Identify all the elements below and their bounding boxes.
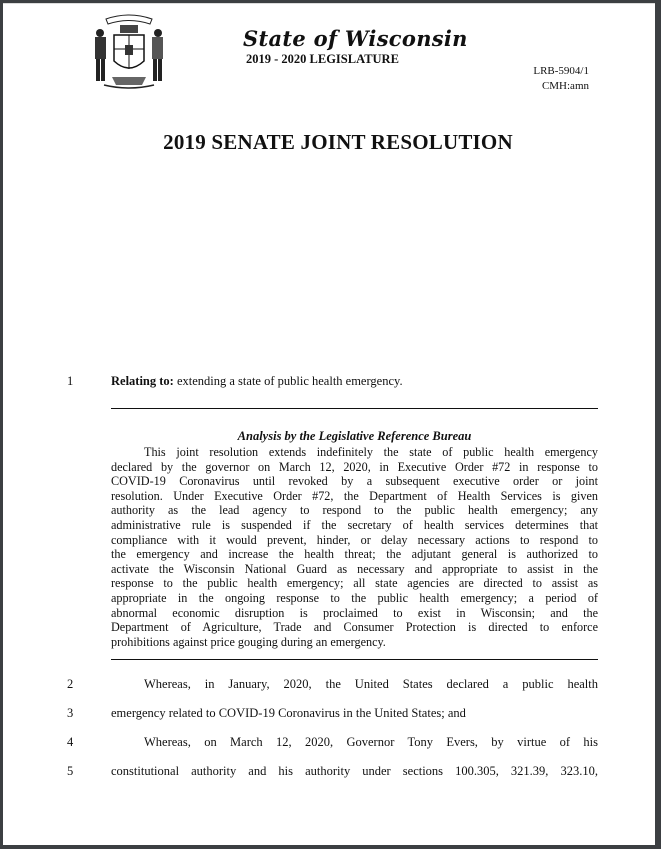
body-line: constitutional authority and his authority under sections 100.305, 321.39, 323.10, xyxy=(111,764,598,778)
analysis-line: the emergency and increase the health threat; the adjutant general is authorized to xyxy=(111,547,598,562)
document-page xyxy=(3,3,655,845)
analysis-line: prohibitions against price gouging during an emergency. xyxy=(111,634,386,649)
analysis-line: resolution. Under Executive Order #72, the Department of Health Services is given xyxy=(111,488,598,503)
analysis-line: activate the Wisconsin National Guard as necessary and appropriate to assist in the xyxy=(111,561,598,576)
line-number: 3 xyxy=(67,706,74,720)
analysis-line: administrative rule is suspended if the secretary of health services determines that xyxy=(111,517,598,532)
line-number: 5 xyxy=(67,764,74,778)
analysis-line: COVID-19 Coronavirus until revoked by a subsequent executive order or joint xyxy=(111,474,598,489)
analysis-line: Department of Agriculture, Trade and Consumer Protection is directed to enforce xyxy=(111,620,598,635)
divider-bottom xyxy=(111,659,598,660)
relating-label: Relating to: xyxy=(111,374,174,388)
analysis-line: compliance with it would prevent, hinder, or delay necessary actions to respond to xyxy=(111,532,598,547)
analysis-line: response to the public health emergency; all state agencies are directed to assist as xyxy=(111,576,598,591)
analysis-line: appropriate in the ongoing response to the public health emergency; a period of xyxy=(111,590,598,605)
line-number: 1 xyxy=(67,374,74,388)
line-number: 2 xyxy=(67,677,74,691)
analysis-line: abnormal economic disruption is proclaimed to exist in Wisconsin; and the xyxy=(111,605,598,620)
lrb-reference xyxy=(533,64,589,94)
analysis-line: authority as the lead agency to respond to the public health emergency; any xyxy=(111,503,598,518)
legislature-session: 2019 - 2020 LEGISLATURE xyxy=(246,52,399,66)
relating-clause xyxy=(111,374,598,389)
analysis-heading: Analysis by the Legislative Reference Bureau xyxy=(237,429,472,443)
body-line: emergency related to COVID-19 Coronavirus in the United States; and xyxy=(111,706,466,720)
analysis-line: declared by the governor on March 12, 2020, in Executive Order #72 in response to xyxy=(111,459,598,474)
drafter-initials: CMH:amn xyxy=(541,80,589,92)
state-title: State of Wisconsin xyxy=(243,26,468,51)
analysis-line: This joint resolution extends indefinitely the state of public health emergency xyxy=(144,445,598,459)
body-line: Whereas, in January, 2020, the United States declared a public health xyxy=(144,677,598,691)
analysis-text xyxy=(111,445,598,649)
document-title: 2019 SENATE JOINT RESOLUTION xyxy=(163,130,513,154)
line-number: 4 xyxy=(67,735,74,749)
wisconsin-seal-icon xyxy=(84,11,174,95)
relating-text: extending a state of public health emergency. xyxy=(173,374,403,388)
lrb-number: LRB-5904/1 xyxy=(533,65,589,77)
body-line: Whereas, on March 12, 2020, Governor Tony Evers, by virtue of his xyxy=(144,735,598,749)
divider-top xyxy=(111,408,598,409)
